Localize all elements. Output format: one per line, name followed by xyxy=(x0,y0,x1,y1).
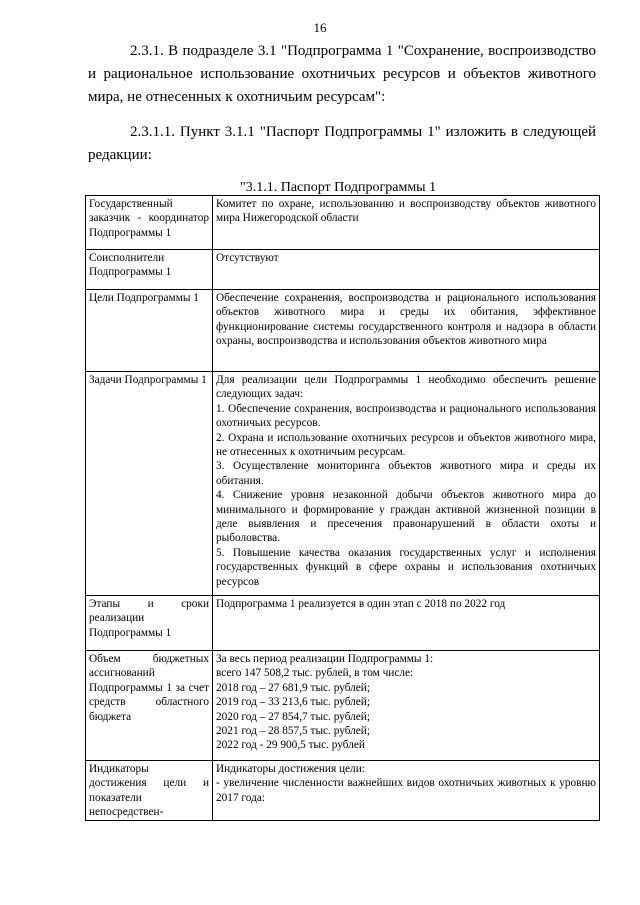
page-number: 16 xyxy=(313,20,327,35)
budget-line: всего 147 508,2 тыс. рублей, в том числе: xyxy=(216,667,414,680)
row-value: Отсутствуют xyxy=(213,250,600,290)
table-row xyxy=(86,761,600,821)
row-label: Задачи Подпрограммы 1 xyxy=(86,372,213,596)
task-item: 2. Охрана и использование охотничьих ресурсов и объектов животного мира, не отнесенных к охотничьим ресурсам. xyxy=(216,431,596,459)
table-title: "3.1.1. Паспорт Подпрограммы 1 xyxy=(240,180,437,195)
row-label: Объем бюджетных ассигнований Подпрограммы 1 за счет средств областного бюджета xyxy=(86,651,213,761)
budget-line: 2020 год – 27 854,7 тыс. рублей; xyxy=(216,710,370,723)
indicator-line: Индикаторы достижения цели: xyxy=(216,763,365,775)
task-item: 1. Обеспечение сохранения, воспроизводства и рационального использования охотничьих ресурсов. xyxy=(216,402,596,430)
budget-line: 2018 год – 27 681,9 тыс. рублей; xyxy=(216,681,370,694)
row-value xyxy=(213,651,600,761)
task-intro: Для реализации цели Подпрограммы 1 необходимо обеспечить решение следующих задач: xyxy=(216,374,596,401)
paragraph-instruction: 2.3.1.1. Пункт 3.1.1 "Паспорт Подпрограммы 1" изложить в следующей редакции: xyxy=(88,124,596,163)
passport-table xyxy=(85,195,600,821)
table-row xyxy=(86,290,600,372)
row-label: Индикаторы достижения цели и показатели непосредствен- xyxy=(86,761,213,821)
table-row xyxy=(86,196,600,250)
table-row xyxy=(86,372,600,596)
indicator-line: - увеличение численности важнейших видов охотничьих животных к уровню 2017 года: xyxy=(216,777,596,804)
row-label: Этапы и сроки реализации Подпрограммы 1 xyxy=(86,596,213,651)
row-label: Цели Подпрограммы 1 xyxy=(86,290,213,372)
task-item: 3. Осуществление мониторинга объектов животного мира и среды их обитания. xyxy=(216,460,596,487)
table-row xyxy=(86,651,600,761)
budget-line: 2021 год – 28 857,5 тыс. рублей; xyxy=(216,725,370,738)
row-value: Обеспечение сохранения, воспроизводства и рационального использования объектов животного мира и среды их обитания, эффективное функционирование системы государственного контроля и надзора в области охраны, воспроизводства и использования объектов животного мира xyxy=(213,290,600,372)
table-row xyxy=(86,250,600,290)
paragraph-amendment: 2.3.1. В подразделе 3.1 "Подпрограмма 1 "Сохранение, воспроизводство и рациональное использование охотничьих ресурсов и объектов животного мира, не отнесенных к охотничьим ресурсам": xyxy=(88,43,596,105)
budget-line: За весь период реализации Подпрограммы 1: xyxy=(216,653,434,665)
row-value: Подпрограмма 1 реализуется в один этап с 2018 по 2022 год xyxy=(213,596,600,651)
task-item: 4. Снижение уровня незаконной добычи объектов животного мира до минимального и формирование у граждан активной жизненной позиции в деле выявления и пресечения правонарушений в области охоты и рыболовства. xyxy=(216,489,596,545)
budget-line: 2022 год - 29 900,5 тыс. рублей xyxy=(216,739,365,752)
budget-line: 2019 год – 33 213,6 тыс. рублей; xyxy=(216,696,370,709)
row-label: Соисполнители Подпрограммы 1 xyxy=(86,250,213,290)
row-value xyxy=(213,372,600,596)
row-value: Комитет по охране, использованию и воспроизводству объектов животного мира Нижегородской области xyxy=(213,196,600,250)
row-value xyxy=(213,761,600,821)
table-row xyxy=(86,596,600,651)
task-item: 5. Повышение качества оказания государственных услуг и исполнения государственных функций в сфере охраны и использования охотничьих ресурсов xyxy=(216,546,596,588)
row-label: Государственный заказчик - координатор Подпрограммы 1 xyxy=(86,196,213,250)
